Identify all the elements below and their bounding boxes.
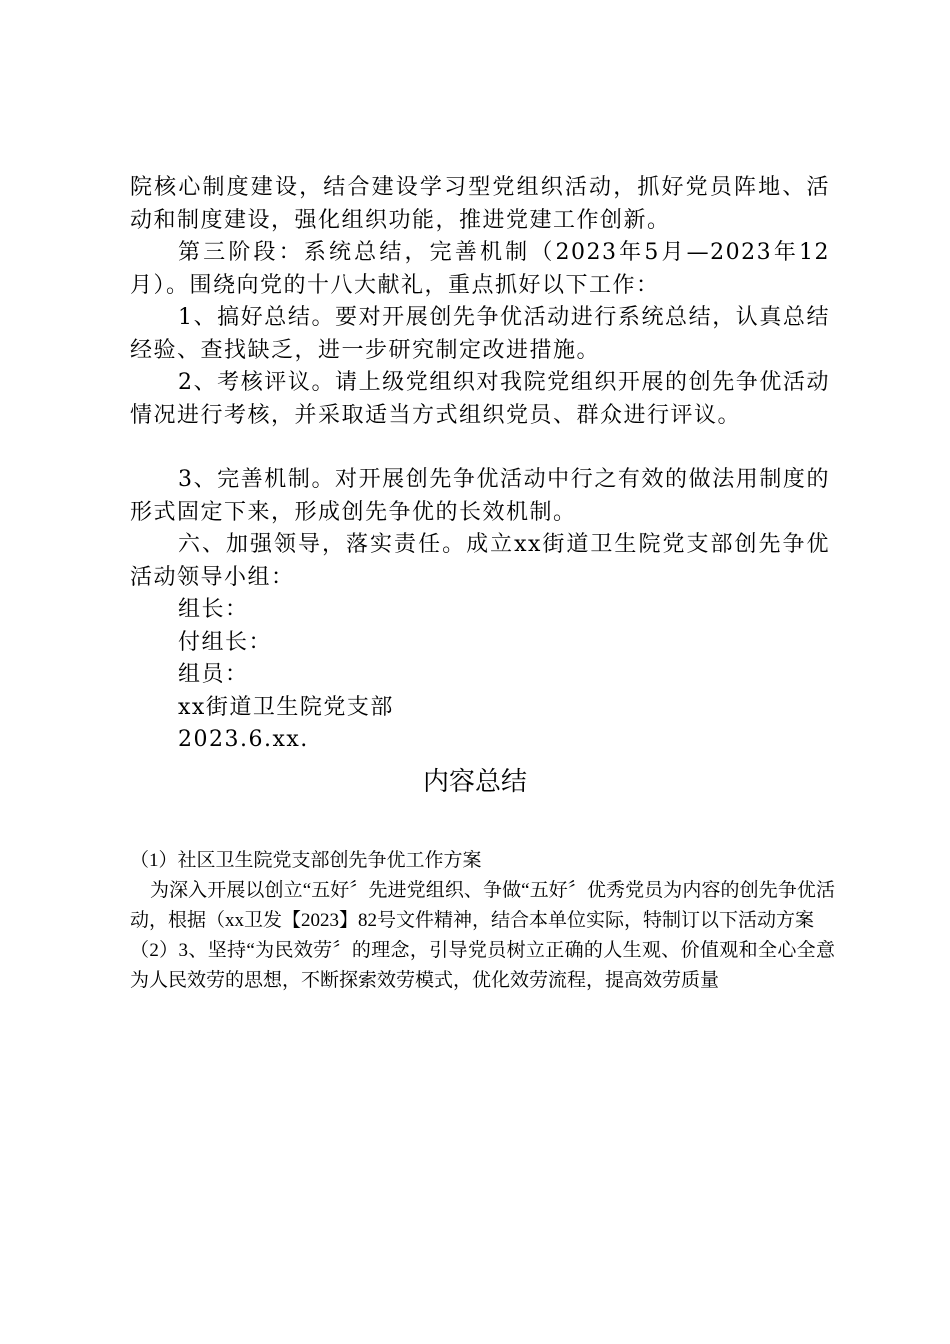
summary-item-2: （2）3、坚持“为民效劳〞的理念，引导党员树立正确的人生观、价值观和全心全意为人民效劳的思想，不断探索效劳模式，优化效劳流程，提高效劳质量 (130, 940, 835, 991)
summary-title: 内容总结 (422, 767, 527, 797)
paragraph-mechanism: 3、完善机制。对开展创先争优活动中行之有效的做法用制度的形式固定下来，形成创先争优的长效机制。 (130, 467, 830, 525)
summary-item-1-text: 为深入开展以创立“五好〞先进党组织、争做“五好〞优秀党员为内容的创先争优活动，根据（xx卫发【2023】82号文件精神，结合本单位实际，特制订以下活动方案 (130, 880, 835, 931)
paragraph-summary-work: 1、搞好总结。要对开展创先争优活动进行系统总结，认真总结经验、查找缺乏，进一步研究制定改进措施。 (130, 305, 830, 363)
paragraph-assessment: 2、考核评议。请上级党组织对我院党组织开展的创先争优活动情况进行考核，并采取适当方式组织党员、群众进行评议。 (130, 370, 830, 428)
document-body (130, 172, 830, 757)
summary-item-1-heading: （1）社区卫生院党支部创先争优工作方案 (130, 850, 482, 871)
paragraph-core-system: 院核心制度建设，结合建设学习型党组织活动，抓好党员阵地、活动和制度建设，强化组织功能，推进党建工作创新。 (130, 175, 830, 233)
paragraph-leadership: 六、加强领导，落实责任。成立xx街道卫生院党支部创先争优活动领导小组： (130, 532, 830, 590)
deputy-leader-line: 付组长： (178, 629, 273, 655)
members-line: 组员： (178, 662, 249, 687)
group-leader-line: 组长： (178, 597, 249, 622)
signature-organization: xx街道卫生院党支部 (178, 694, 394, 720)
signature-date: 2023.6.xx. (178, 727, 309, 752)
paragraph-spacer (130, 432, 830, 464)
paragraph-stage-three: 第三阶段：系统总结，完善机制（2023年5月—2023年12月）。围绕向党的十八大献礼，重点抓好以下工作： (130, 240, 830, 298)
summary-section (130, 846, 835, 996)
